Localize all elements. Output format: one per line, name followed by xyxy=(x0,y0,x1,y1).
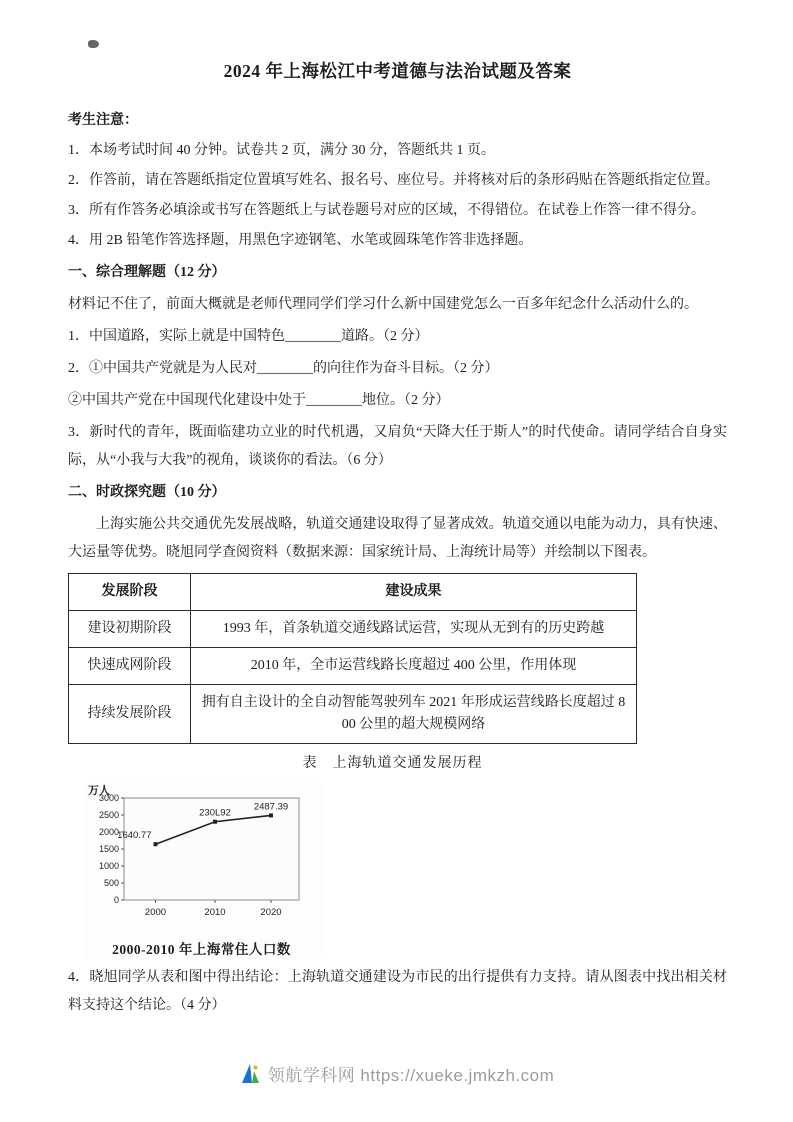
svg-text:2020: 2020 xyxy=(260,907,282,918)
table-cell-result: 1993 年，首条轨道交通线路试运营，实现从无到有的历史跨越 xyxy=(191,611,637,648)
svg-text:万人: 万人 xyxy=(88,785,110,797)
svg-text:2000: 2000 xyxy=(144,907,167,918)
svg-text:1640.77: 1640.77 xyxy=(117,830,152,842)
question-2a: 2．①中国共产党就是为人民对________的向往作为奋斗目标。（2 分） xyxy=(68,361,499,376)
svg-text:2500: 2500 xyxy=(98,810,119,820)
table-cell-result: 拥有自主设计的全自动智能驾驶列车 2021 年形成运营线路长度超过 800 公里的超大规模网络 xyxy=(191,685,637,744)
table-cell-stage: 快速成网阶段 xyxy=(69,648,191,685)
notice-item-1: 1．本场考试时间 40 分钟。试卷共 2 页，满分 30 分，答题纸共 1 页。 xyxy=(68,143,495,158)
page-title: 2024 年上海松江中考道德与法治试题及答案 xyxy=(223,61,572,81)
svg-text:230L92: 230L92 xyxy=(199,807,231,819)
svg-text:1500: 1500 xyxy=(98,844,119,854)
question-1: 1．中国道路，实际上就是中国特色________道路。（2 分） xyxy=(68,329,429,344)
section2-intro: 上海实施公共交通优先发展战略，轨道交通建设取得了显著成效。轨道交通以电能为动力，具有快速、大运量等优势。晓旭同学查阅资料（数据来源：国家统计局、上海统计局等）并绘制以下图表。 xyxy=(68,517,727,560)
table-row xyxy=(69,685,637,744)
table-row xyxy=(69,611,637,648)
watermark-text: 领航学科网 https://xueke.jmkzh.com xyxy=(267,1066,555,1085)
section1-heading: 一、综合理解题（12 分） xyxy=(68,265,226,280)
table-header-stage: 发展阶段 xyxy=(69,574,191,611)
question-2b: ②中国共产党在中国现代化建设中处于________地位。（2 分） xyxy=(68,393,450,408)
notice-heading: 考生注意： xyxy=(68,113,138,128)
notice-item-3: 3．所有作答务必填涂或书写在答题纸上与试卷题号对应的区域，不得错位。在试卷上作答一律不得分。 xyxy=(68,203,705,218)
scan-artifact xyxy=(88,40,99,48)
question-3: 3．新时代的青年，既面临建功立业的时代机遇，又肩负“天降大任于斯人”的时代使命。请同学结合自身实际，从“小我与大我”的视角，谈谈你的看法。（6 分） xyxy=(68,425,727,468)
table-caption: 表 上海轨道交通发展历程 xyxy=(302,756,483,771)
table-header-row xyxy=(69,574,637,611)
section1-intro: 材料记不住了，前面大概就是老师代理同学们学习什么新中国建党怎么一百多年纪念什么活动什么的。 xyxy=(68,297,698,312)
notice-item-2: 2．作答前，请在答题纸指定位置填写姓名、报名号、座位号。并将核对后的条形码贴在答题纸指定位置。 xyxy=(68,173,719,188)
xueke-logo-icon xyxy=(239,1062,261,1086)
table-cell-stage: 持续发展阶段 xyxy=(69,685,191,744)
table-row xyxy=(69,648,637,685)
table-cell-result: 2010 年，全市运营线路长度超过 400 公里，作用体现 xyxy=(191,648,637,685)
population-chart xyxy=(84,782,324,958)
svg-text:500: 500 xyxy=(103,878,119,888)
population-line-chart xyxy=(84,782,319,932)
svg-text:2000: 2000 xyxy=(98,827,119,837)
section2-heading: 二、时政探究题（10 分） xyxy=(68,485,226,500)
development-table xyxy=(68,573,637,744)
svg-text:3000: 3000 xyxy=(98,793,119,803)
svg-text:1000: 1000 xyxy=(98,861,119,871)
notice-item-4: 4．用 2B 铅笔作答选择题，用黑色字迹钢笔、水笔或圆珠笔作答非选择题。 xyxy=(68,233,533,248)
svg-text:2487.39: 2487.39 xyxy=(253,801,289,813)
svg-text:2010: 2010 xyxy=(204,907,226,918)
chart-caption: 2000-2010 年上海常住人口数 xyxy=(112,942,291,957)
footer-watermark xyxy=(0,1061,793,1086)
table-header-result: 建设成果 xyxy=(191,574,637,611)
question-4: 4．晓旭同学从表和图中得出结论：上海轨道交通建设为市民的出行提供有力支持。请从图表中找出相关材料支持这个结论。（4 分） xyxy=(68,970,727,1013)
svg-text:0: 0 xyxy=(113,895,119,905)
table-cell-stage: 建设初期阶段 xyxy=(69,611,191,648)
